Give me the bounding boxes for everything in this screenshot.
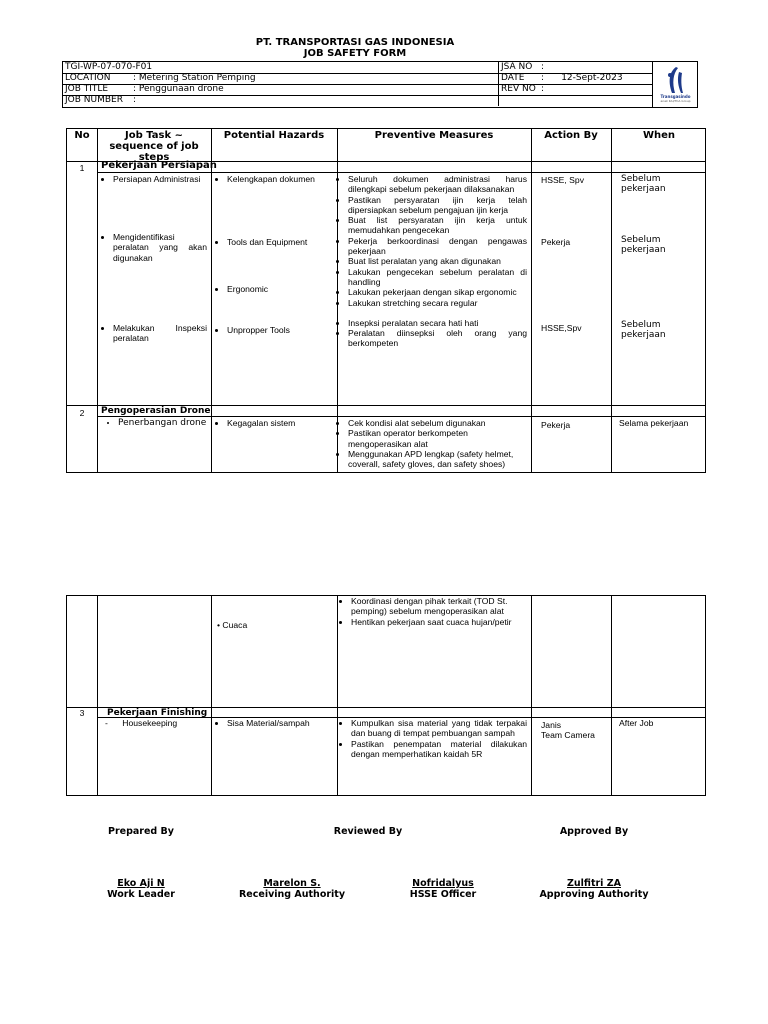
signature-work-leader	[61, 878, 221, 900]
section-3-when-1: After Job	[619, 718, 654, 728]
section-3-task-1	[105, 718, 177, 728]
col-header-task: Job Task ~ sequence of job steps	[109, 130, 199, 163]
section-1-action-2: Pekerja	[541, 237, 571, 247]
jsa-table-page-1	[66, 128, 706, 473]
measure-item: • Lakukan pengecekan sebelum peralatan di handling	[348, 267, 527, 288]
measure-item: • Peralatan diinsepksi oleh orang yang berkompeten	[348, 328, 527, 349]
measure-item: • Buat list persyaratan ijin kerja untuk memudahkan pengecekan	[348, 215, 527, 236]
section-1-hazard-2	[215, 237, 333, 247]
col-header-measures: Preventive Measures	[374, 130, 494, 141]
signer-name: Eko Aji N	[117, 878, 165, 889]
col-header-action-by: Action By	[544, 130, 598, 141]
signature-approving-authority	[514, 878, 674, 900]
location-label: LOCATION	[65, 73, 111, 83]
prepared-by-label: Prepared By	[108, 826, 174, 837]
section-3-measures	[339, 718, 527, 759]
task-housekeeping: Housekeeping	[122, 718, 178, 728]
col-header-hazards: Potential Hazards	[223, 130, 325, 141]
section-2-measures	[339, 418, 527, 469]
measure-item: • Cek kondisi alat sebelum digunakan	[348, 418, 527, 428]
section-1-tasks	[101, 174, 207, 184]
jsa-table-page-2	[66, 595, 706, 796]
section-3-action-1: Janis Team Camera	[541, 720, 595, 741]
section-2-measures-cont	[339, 596, 527, 627]
job-title-value: : Penggunaan drone	[133, 84, 224, 94]
section-1-when-2: Sebelum pekerjaan	[621, 235, 666, 256]
job-title-label: JOB TITLE	[65, 84, 109, 94]
section-2-task-1	[103, 418, 207, 428]
section-2-hazard-2	[217, 620, 247, 630]
signature-hsse-officer	[363, 878, 523, 900]
section-1-task-3	[101, 323, 207, 344]
section-1-when-1: Sebelum pekerjaan	[621, 174, 666, 195]
measure-item: • Lakukan pekerjaan dengan sikap ergonomic	[348, 287, 527, 297]
rev-no-label: REV NO	[501, 84, 536, 94]
section-3-title: Pekerjaan Finishing	[107, 708, 208, 718]
measure-item: • Seluruh dokumen administrasi harus dilengkapi sebelum pekerjaan dilaksanakan	[348, 174, 527, 195]
measure-item: • Pastikan penempatan material dilakukan dengan memperhatikan kaidah 5R	[351, 739, 527, 760]
measure-item: • Pastikan persyaratan ijin kerja telah dipersiapkan sebelum pengajuan ijin kerja	[348, 195, 527, 216]
measure-item: • Menggunakan APD lengkap (safety helmet, coverall, safety gloves, dan safety shoes)	[348, 449, 527, 470]
date-value: : 12-Sept-2023	[541, 73, 623, 83]
measure-item: • Insepksi peralatan secara hati hati	[348, 318, 527, 328]
section-2-no: 2	[79, 408, 85, 418]
form-title: JOB SAFETY FORM	[303, 48, 407, 59]
logo-text: Transgasindo	[660, 94, 691, 99]
measure-item: • Hentikan pekerjaan saat cuaca hujan/petir	[351, 617, 527, 627]
reviewed-by-label: Reviewed By	[333, 826, 403, 837]
hazard-tools: • Tools dan Equipment	[227, 237, 333, 247]
job-number-row	[63, 95, 498, 106]
section-2-title: Pengoperasian Drone	[101, 406, 211, 416]
hazard-waste: • Sisa Material/sampah	[227, 718, 333, 728]
measure-item: • Lakukan stretching secara regular	[348, 298, 527, 308]
section-1-no: 1	[79, 163, 85, 173]
section-2-hazard-1	[215, 418, 333, 428]
col-header-when: When	[642, 130, 676, 141]
date-label: DATE	[501, 73, 525, 83]
signer-name: Nofridalyus	[412, 878, 474, 889]
company-logo	[652, 62, 698, 107]
section-2-action-1: Pekerja	[541, 420, 571, 430]
measure-item: • Pastikan operator berkompeten mengoperasikan alat	[348, 428, 527, 449]
hazard-document: • Kelengkapan dokumen	[227, 174, 333, 184]
hazard-weather: Cuaca	[222, 620, 248, 630]
signer-role: HSSE Officer	[409, 889, 477, 900]
section-1-hazard-3	[215, 284, 333, 294]
section-1-hazard-1	[215, 174, 333, 184]
signer-role: Approving Authority	[539, 889, 649, 900]
bullet: •	[217, 620, 223, 630]
rev-no-value: :	[541, 84, 545, 94]
jsa-no-label: JSA NO	[501, 62, 533, 72]
section-2-when-1: Selama pekerjaan	[619, 418, 689, 428]
section-3-hazard-1	[215, 718, 333, 728]
section-3-no: 3	[79, 708, 85, 718]
hazard-ergonomic: • Ergonomic	[227, 284, 333, 294]
hazard-system-failure: • Kegagalan sistem	[227, 418, 333, 428]
signer-name: Marelon S.	[263, 878, 321, 889]
signer-role: Work Leader	[107, 889, 175, 900]
task-identify-equipment: • Mengidentifikasi peralatan yang akan digunakan	[113, 232, 207, 263]
signer-role: Receiving Authority	[238, 889, 346, 900]
dash-bullet: -	[105, 718, 108, 728]
section-1-measures	[339, 174, 527, 349]
location-value: : Metering Station Pemping	[133, 73, 256, 83]
signer-name: Zulfitri ZA	[567, 878, 621, 889]
section-1-action-3: HSSE,Spv	[541, 323, 582, 333]
task-persiapan-administrasi: • Persiapan Administrasi	[113, 174, 207, 184]
empty-row	[498, 95, 652, 106]
section-1-hazard-4	[215, 325, 333, 335]
measure-item: • Buat list peralatan yang akan digunakan	[348, 256, 527, 266]
signature-receiving-authority	[212, 878, 372, 900]
measure-item: • Kumpulkan sisa material yang tidak terpakai dan buang di tempat pembuangan sampah	[351, 718, 527, 739]
jsa-no-value: :	[541, 62, 545, 72]
doc-code: TGI-WP-07-070-F01	[65, 62, 153, 72]
task-inspect-equipment: • Melakukan Inspeksi peralatan	[113, 323, 207, 344]
header-info-table	[62, 61, 698, 108]
measure-item: • Pekerja berkoordinasi dengan pengawas pekerjaan	[348, 236, 527, 257]
task-drone-flight: • Penerbangan drone	[118, 418, 207, 428]
job-number-label: JOB NUMBER	[65, 95, 123, 105]
col-header-no: No	[74, 130, 90, 141]
hazard-unproper-tools: • Unpropper Tools	[227, 325, 333, 335]
company-name: PT. TRANSPORTASI GAS INDONESIA	[255, 37, 455, 48]
section-1-task-2	[101, 232, 207, 263]
section-1-when-3: Sebelum pekerjaan	[621, 320, 666, 341]
measure-item: • Koordinasi dengan pihak terkait (TOD St. pemping) sebelum mengoperasikan alat	[351, 596, 527, 617]
section-1-action-1: HSSE, Spv	[541, 175, 584, 185]
approved-by-label: Approved By	[559, 826, 629, 837]
section-1-title: Pekerjaan Persiapan	[101, 160, 217, 171]
logo-subtext: anak KAI/TCA Group	[660, 99, 691, 103]
job-number-value: :	[133, 95, 137, 105]
